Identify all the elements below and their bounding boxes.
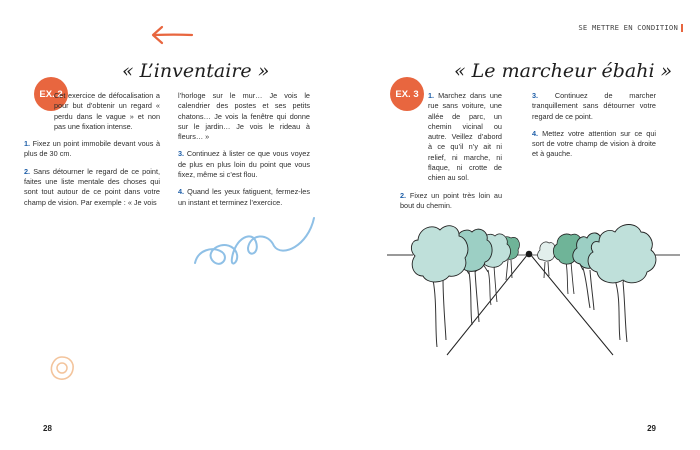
tree-left-1: [411, 226, 467, 347]
step-2-continued: l’horloge sur le mur… Je vois le calendrier des postes et ses petits chatons… Je vois la fenêtre qui donne sur le jardin… Je vois le rideau à fleurs… »: [178, 91, 310, 142]
text-column-2: [178, 91, 310, 215]
step-1: 1. Fixez un point immobile devant vous à plus de 30 cm.: [24, 139, 160, 159]
exercise-title: « Le marcheur ébahi »: [454, 60, 673, 82]
exercise-badge: EX. 3: [390, 77, 424, 111]
step-2: 2. Sans détourner le regard de ce point, faites une liste mentale des choses qui sont tout autour de ce point dans votre champ de vision. Par exemple : « Je vois: [24, 166, 160, 207]
arrow-left-icon[interactable]: [150, 24, 194, 46]
text-column-2: [532, 91, 656, 167]
text-column-1: [24, 91, 160, 215]
exercise-title: « L’inventaire »: [122, 60, 270, 82]
running-head: SE METTRE EN CONDITION: [578, 23, 683, 32]
vanishing-point: [526, 251, 533, 258]
tree-right-1: [588, 225, 656, 343]
tree-right-4: [538, 242, 556, 278]
page-number: 29: [647, 424, 656, 433]
step-2: 2. Fixez un point très loin au bout du chemin.: [400, 190, 503, 210]
step-1: 1. Marchez dans une rue sans voiture, une allée de parc, un chemin vicinal ou autre. Veillez d’abord à ce qu’il n’y ait ni relief, ni marche, ni flaque, ni crotte de chien au sol.: [428, 91, 502, 183]
tree-lined-path-illustration: [385, 210, 685, 370]
accent-bar: [681, 24, 683, 32]
page-number: 28: [43, 424, 52, 433]
right-page: [350, 0, 700, 450]
step-3: 3. Continuez de marcher tranquillement sans détourner votre regard de ce point.: [532, 91, 657, 121]
step-4: 4. Quand les yeux fatiguent, fermez-les un instant et terminez l’exercice.: [178, 187, 311, 207]
decorative-spiral-icon: [48, 354, 76, 382]
step-4: 4. Mettez votre attention sur ce qui sort de votre champ de vision à droite et à gauche.: [532, 128, 656, 159]
intro-paragraph: Cet exercice de défocalisation a pour but d’obtenir un regard « perdu dans le vague » et non pas une fixation intense.: [54, 91, 160, 131]
decorative-swirl-icon: [190, 208, 320, 273]
step-3: 3. Continuez à lister ce que vous voyez de plus en plus loin du point que vous fixez, même si c’est flou.: [178, 149, 310, 180]
text-column-1: [400, 91, 502, 218]
exercise-badge: EX. 2: [34, 77, 68, 111]
